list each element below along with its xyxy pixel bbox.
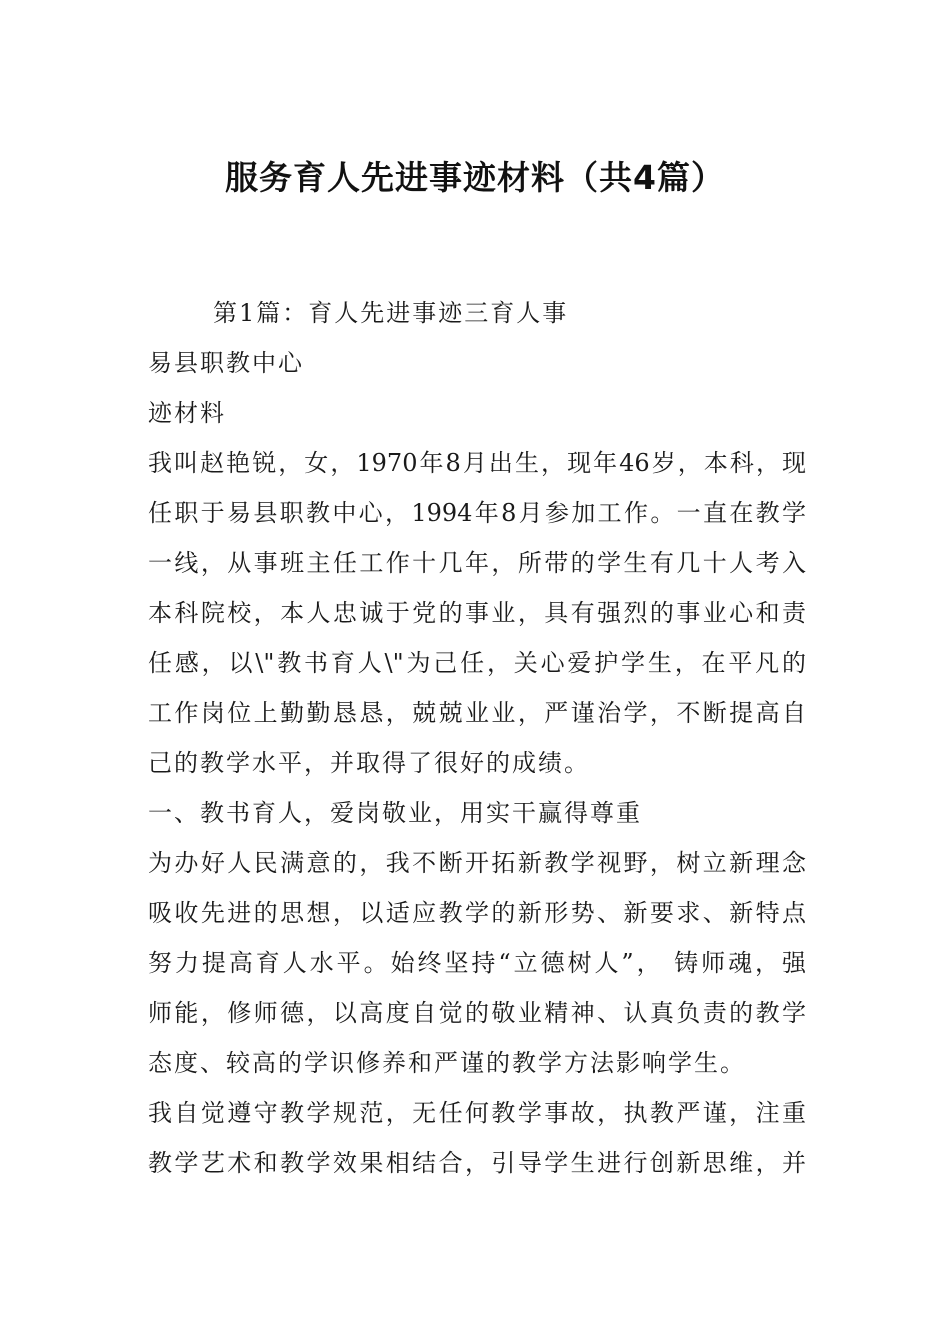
paragraph-line: 工作岗位上勤勤恳恳，兢兢业业，严谨治学，不断提高自 [148,699,806,727]
section-heading: 第1篇：育人先进事迹三育人事 [213,299,569,327]
paragraph-line: 努力提高育人水平。始终坚持“立德树人”， 铸师魂，强 [148,949,806,977]
paragraph-line: 己的教学水平，并取得了很好的成绩。 [148,749,590,777]
paragraph-line: 我自觉遵守教学规范，无任何教学事故，执教严谨，注重 [148,1099,806,1127]
paragraph-line: 一线，从事班主任工作十几年，所带的学生有几十人考入 [148,549,806,577]
paragraph-line: 为办好人民满意的，我不断开拓新教学视野，树立新理念 [148,849,806,877]
paragraph-line: 师能，修师德，以高度自觉的敬业精神、认真负责的教学 [148,999,806,1027]
paragraph-line: 态度、较高的学识修养和严谨的教学方法影响学生。 [148,1049,746,1077]
paragraph-line: 任职于易县职教中心，1994年8月参加工作。一直在教学 [148,499,806,527]
paragraph-line: 易县职教中心 [148,349,304,377]
paragraph-line: 我叫赵艳锐，女，1970年8月出生，现年46岁，本科，现 [148,449,806,477]
document-body [148,288,806,1188]
section-subheading: 一、教书育人，爱岗敬业，用实干赢得尊重 [148,799,642,827]
document-title: 服务育人先进事迹材料（共4篇） [225,158,725,197]
paragraph-line: 本科院校，本人忠诚于党的事业，具有强烈的事业心和责 [148,599,806,627]
paragraph-line: 迹材料 [148,399,226,427]
paragraph-line: 教学艺术和教学效果相结合，引导学生进行创新思维，并 [148,1149,806,1177]
paragraph-line: 任感，以\"教书育人\"为己任，关心爱护学生，在平凡的 [148,649,806,677]
paragraph-line: 吸收先进的思想，以适应教学的新形势、新要求、新特点 [148,899,806,927]
